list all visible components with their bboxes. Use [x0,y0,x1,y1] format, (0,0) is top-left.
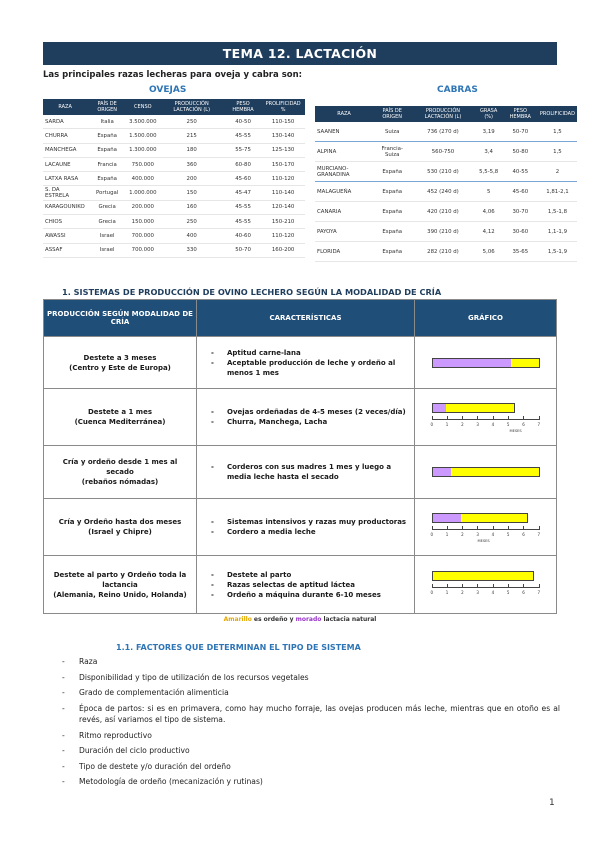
table-row [43,200,305,214]
ovejas-cell: 750.000 [127,157,158,171]
duration-chart [432,345,540,381]
natural-lactation-segment [433,359,511,367]
axis-tick-label: 1 [445,422,449,427]
axis-tick-label: 0 [430,422,434,427]
ovejas-cell: 150-210 [261,215,305,229]
cabras-cell: 452 (240 d) [411,182,474,202]
table-row [315,162,577,182]
ovejas-cell: AWASSI [43,229,87,243]
axis-tick [523,584,524,588]
chart-cell [415,389,557,446]
ovejas-cell: Italia [87,115,127,129]
list-item: - Ovejas ordeñadas de 4-5 meses (2 veces/día) [211,407,408,417]
chart-cell [415,446,557,499]
axis-tick-label: 6 [522,532,525,537]
legend-end: lactacia natural [323,616,377,623]
ovejas-cell: 700.000 [127,229,158,243]
list-item: - Sistemas intensivos y razas muy productoras [211,517,408,527]
ovejas-cell: 130-140 [261,129,305,143]
table-row [315,182,577,202]
ovejas-cell: 45-60 [225,172,261,186]
cabras-cell: 736 (270 d) [411,122,474,142]
table-row [43,115,305,129]
traits-cell [197,337,415,389]
intro-text: Las principales razas lecheras para oveja y cabra son: [43,70,303,80]
axis-tick-label: 4 [491,589,495,595]
legend-mid: es ordeño y [253,616,294,623]
cabras-cell: España [373,202,411,222]
cabras-cell: España [373,182,411,202]
axis-tick-label: 1 [445,589,449,595]
ovejas-cell: 250 [159,115,225,129]
duration-bar [432,513,528,523]
cabras-col-header: PROLIFICIDAD [538,106,577,122]
ovejas-cell: 120-140 [261,200,305,214]
traits-list [211,570,408,600]
cabras-cell: 1,5-1,8 [538,202,577,222]
axis-tick [447,416,448,420]
traits-list [211,407,408,427]
axis-tick [477,584,478,588]
cabras-cell: Francia-Suiza [373,142,411,162]
cabras-cell: CANARIA [315,202,373,222]
table-row [315,122,577,142]
cabras-cell: España [373,222,411,242]
mode-region: (Cuenca Mediterránea) [74,418,166,426]
mode-region: (Israel y Chipre) [88,528,152,536]
table-row [315,142,577,162]
milking-segment [511,359,539,367]
table-row [43,186,305,200]
table-row [43,229,305,243]
ovejas-cell: 200.000 [127,200,158,214]
axis-tick-label: 3 [476,422,479,427]
cabras-cell: 3,4 [475,142,503,162]
cabras-cell: 282 (210 d) [411,242,474,262]
axis-tick [447,584,448,588]
mode-cell [44,499,197,556]
axis-tick [432,584,433,588]
cabras-cell: 30-60 [503,222,538,242]
list-item: - Duración del ciclo productivo [62,745,560,757]
cabras-cell: 1,5 [538,122,577,142]
section-1-1-heading: 1.1. FACTORES QUE DETERMINAN EL TIPO DE SISTEMA [116,643,361,652]
ovejas-cell: Grecia [87,200,127,214]
ovejas-cell: 400.000 [127,172,158,186]
table-row [43,243,305,257]
table-row [44,446,557,499]
cabras-cell: 5,5-5,8 [475,162,503,182]
cabras-col-header: RAZA [315,106,373,122]
ovejas-cell: KARAGOUNIKO [43,200,87,214]
cabras-cell: FLORIDA [315,242,373,262]
ovejas-cell: 45-55 [225,215,261,229]
ovejas-cell: Israel [87,229,127,243]
chart-legend [0,616,600,623]
col-header-mode: PRODUCCIÓN SEGÚN MODALIDAD DE CRÍA [44,300,197,337]
axis-tick [477,416,478,420]
ovejas-cell: 3.500.000 [127,115,158,129]
ovejas-cell: 180 [159,143,225,157]
mode-region: (Centro y Este de Europa) [69,363,171,372]
cabras-cell: PAYOYA [315,222,373,242]
milking-segment [461,514,527,522]
mode-name: Cría y Ordeño hasta dos meses [58,518,182,526]
legend-yellow-word: Amarillo [223,616,252,623]
table-row [44,389,557,446]
cabras-cell: 1,1-1,9 [538,222,577,242]
ovejas-col-header: PAÍS DE ORIGEN [87,99,127,115]
list-item: - Corderos con sus madres 1 mes y luego a media leche hasta el secado [211,462,408,482]
list-item: - Disponibilidad y tipo de utilización de los recursos vegetales [62,672,560,684]
mode-cell [44,446,197,499]
axis-label: MESES [477,539,490,543]
traits-list [211,462,408,482]
table-row [44,556,557,614]
table-row [315,222,577,242]
milking-segment [446,404,513,412]
ovejas-cell: 110-150 [261,115,305,129]
milking-segment [451,468,539,476]
ovejas-cell: CHIOS [43,215,87,229]
traits-list [211,348,408,378]
ovejas-cell: 45-55 [225,200,261,214]
list-item: - Razas selectas de aptitud láctea [211,580,408,590]
ovejas-cell: 110-120 [261,229,305,243]
ovejas-cell: 45-47 [225,186,261,200]
axis-tick [493,584,494,588]
ovejas-cell: Israel [87,243,127,257]
ovejas-col-header: RAZA [43,99,87,115]
cabras-cell: 5,06 [475,242,503,262]
cabras-cell: 4,12 [475,222,503,242]
ovejas-cell: 150.000 [127,215,158,229]
axis-tick-label: 0 [430,589,434,595]
duration-bar [432,571,535,581]
cabras-cell: 50-70 [503,122,538,142]
axis-tick [523,526,524,530]
cabras-cell: ALPINA [315,142,373,162]
ovejas-cell: LACAUNE [43,157,87,171]
axis-tick [539,526,540,530]
list-item: - Ordeño a máquina durante 6-10 meses [211,590,408,600]
duration-chart [432,567,540,603]
cabras-cell: 45-60 [503,182,538,202]
table-row [43,143,305,157]
table-row [43,215,305,229]
ovejas-cell: 1.500.000 [127,129,158,143]
list-item: - Churra, Manchega, Lacha [211,417,408,427]
ovejas-cell: LATXA RASA [43,172,87,186]
list-item: - Grado de complementación alimenticia [62,687,560,699]
axis-tick [462,416,463,420]
ovejas-cell: Portugal [87,186,127,200]
traits-cell [197,389,415,446]
cabras-cell: 390 (210 d) [411,222,474,242]
ovejas-cell: 160-200 [261,243,305,257]
chart-cell [415,499,557,556]
axis-tick [462,584,463,588]
mode-name: Destete a 1 mes [87,408,153,416]
axis-tick-label: 3 [476,589,479,595]
mode-cell [44,389,197,446]
traits-cell [197,446,415,499]
cabras-cell: 530 (210 d) [411,162,474,182]
cabras-cell: 420 (210 d) [411,202,474,222]
ovejas-cell: ASSAF [43,243,87,257]
duration-bar [432,467,540,477]
mode-region: (Alemania, Reino Unido, Holanda) [53,590,187,599]
col-header-chart: GRÁFICO [415,300,557,337]
cabras-col-header: PESO HEMBRA [503,106,538,122]
ovejas-cell: España [87,143,127,157]
cabras-cell: 40-55 [503,162,538,182]
list-item: - Tipo de destete y/o duración del ordeño [62,761,560,773]
mode-name: Cría y ordeño desde 1 mes al secado [62,458,178,476]
duration-bar [432,358,540,368]
axis-tick-label: 2 [461,422,464,427]
axis-tick-label: 6 [522,589,525,595]
ovejas-cell: CHURRA [43,129,87,143]
chart-cell [415,337,557,389]
mode-cell [44,556,197,614]
axis-tick [508,584,509,588]
page-title: TEMA 12. LACTACIÓN [43,42,557,65]
ovejas-cell: 55-75 [225,143,261,157]
axis-tick-label: 4 [491,532,495,537]
cabras-table [315,106,577,262]
ovejas-cell: 700.000 [127,243,158,257]
axis-tick [477,526,478,530]
ovejas-cell: 110-120 [261,172,305,186]
ovejas-cell: MANCHEGA [43,143,87,157]
ovejas-col-header: PESO HEMBRA [225,99,261,115]
duration-bar [432,403,515,413]
cabras-cell: MURCIANO-GRANADINA [315,162,373,182]
mode-cell [44,337,197,389]
legend-purple-word: morado [295,616,322,623]
cabras-cell: España [373,162,411,182]
page-number: 1 [549,798,555,808]
traits-cell [197,499,415,556]
axis-tick-label: 4 [491,422,495,427]
cabras-cell: MALAGUEÑA [315,182,373,202]
ovejas-cell: España [87,129,127,143]
cabras-cell: 1,5-1,9 [538,242,577,262]
axis-tick [523,416,524,420]
table-row [43,157,305,171]
ovejas-cell: 150-170 [261,157,305,171]
cabras-col-header: GRASA (%) [475,106,503,122]
cabras-cell: 35-65 [503,242,538,262]
axis-tick-label: 0 [430,532,434,537]
ovejas-cell: España [87,172,127,186]
cabras-cell: 50-80 [503,142,538,162]
axis-tick [432,416,433,420]
ovejas-cell: 360 [159,157,225,171]
ovejas-cell: Francia [87,157,127,171]
list-item: - Aceptable producción de leche y ordeño al menos 1 mes [211,358,408,378]
duration-chart [432,399,540,435]
axis-tick-label: 7 [537,422,541,427]
list-item: - Destete al parto [211,570,408,580]
list-item: - Cordero a media leche [211,527,408,537]
ovejas-cell: Grecia [87,215,127,229]
cabras-cell: Suiza [373,122,411,142]
axis-tick-label: 5 [506,589,510,595]
chart-cell [415,556,557,614]
ovejas-cell: 250 [159,215,225,229]
table-row [44,499,557,556]
axis-tick [539,584,540,588]
ovejas-cell: 125-130 [261,143,305,157]
axis-tick [447,526,448,530]
axis-tick-label: 2 [461,589,464,595]
ovejas-cell: 330 [159,243,225,257]
ovejas-cell: 1.000.000 [127,186,158,200]
cabras-cell: España [373,242,411,262]
cabras-cell: 560-750 [411,142,474,162]
ovejas-cell: 160 [159,200,225,214]
cabras-cell: 5 [475,182,503,202]
milking-segment [433,572,534,580]
axis-tick-label: 1 [445,532,449,537]
list-item: - Época de partos: si es en primavera, como hay mucho forraje, las ovejas producen más leche, mientras que en otoño es al revés, así variamos el tipo de sistema. [62,703,560,726]
ovejas-cell: 50-70 [225,243,261,257]
axis-tick-label: 5 [506,532,510,537]
natural-lactation-segment [433,468,451,476]
ovejas-cell: 215 [159,129,225,143]
ovejas-cell: S. DA ESTRELA [43,186,87,200]
ovejas-cell: 40-60 [225,229,261,243]
traits-list [211,517,408,537]
ovejas-caption: OVEJAS [149,85,187,95]
ovejas-cell: SARDA [43,115,87,129]
natural-lactation-segment [433,404,447,412]
axis-tick-label: 6 [522,422,525,427]
production-systems-table [43,299,557,614]
duration-chart [432,454,540,490]
ovejas-col-header: CENSO [127,99,158,115]
axis-tick-label: 5 [506,422,510,427]
ovejas-cell: 60-80 [225,157,261,171]
mode-region: (rebaños nómadas) [81,478,159,486]
table-row [44,337,557,389]
table-row [315,202,577,222]
mode-name: Destete a 3 meses [83,353,157,362]
table-row [315,242,577,262]
axis-tick-label: 3 [476,532,479,537]
axis-tick-label: 2 [461,532,464,537]
table-row [43,129,305,143]
ovejas-table [43,99,305,258]
cabras-caption: CABRAS [437,85,478,95]
cabras-cell: 1,81-2,1 [538,182,577,202]
axis-tick [493,416,494,420]
ovejas-cell: 150 [159,186,225,200]
axis-label: MESES [509,429,522,433]
ovejas-cell: 400 [159,229,225,243]
section-1-heading: 1. SISTEMAS DE PRODUCCIÓN DE OVINO LECHERO SEGÚN LA MODALIDAD DE CRÍA [62,287,442,297]
ovejas-cell: 40-50 [225,115,261,129]
traits-cell [197,556,415,614]
cabras-col-header: PAÍS DE ORIGEN [373,106,411,122]
ovejas-cell: 1.300.000 [127,143,158,157]
ovejas-cell: 200 [159,172,225,186]
cabras-cell: 2 [538,162,577,182]
factors-list [62,656,560,792]
axis-tick [508,526,509,530]
axis-tick [432,526,433,530]
ovejas-col-header: PROLIFICIDAD % [261,99,305,115]
list-item: - Aptitud carne-lana [211,348,408,358]
ovejas-cell: 110-140 [261,186,305,200]
list-item: - Ritmo reproductivo [62,730,560,742]
ovejas-cell: 45-55 [225,129,261,143]
axis-tick [493,526,494,530]
ovejas-col-header: PRODUCCIÓN LACTACIÓN (L) [159,99,225,115]
natural-lactation-segment [433,514,462,522]
mode-name: Destete al parto y Ordeño toda la lactancia [53,570,187,589]
cabras-cell: 3,19 [475,122,503,142]
list-item: - Metodología de ordeño (mecanización y rutinas) [62,776,560,788]
cabras-cell: SAANEN [315,122,373,142]
duration-chart [432,509,540,545]
axis-tick [508,416,509,420]
axis-tick-label: 7 [537,532,541,537]
axis-tick [539,416,540,420]
cabras-col-header: PRODUCCIÓN LACTACIÓN (L) [411,106,474,122]
col-header-traits: CARACTERÍSTICAS [197,300,415,337]
axis-tick [462,526,463,530]
cabras-cell: 30-70 [503,202,538,222]
table-row [43,172,305,186]
list-item: - Raza [62,656,560,668]
cabras-cell: 1,5 [538,142,577,162]
axis-tick-label: 7 [537,589,541,595]
cabras-cell: 4,06 [475,202,503,222]
